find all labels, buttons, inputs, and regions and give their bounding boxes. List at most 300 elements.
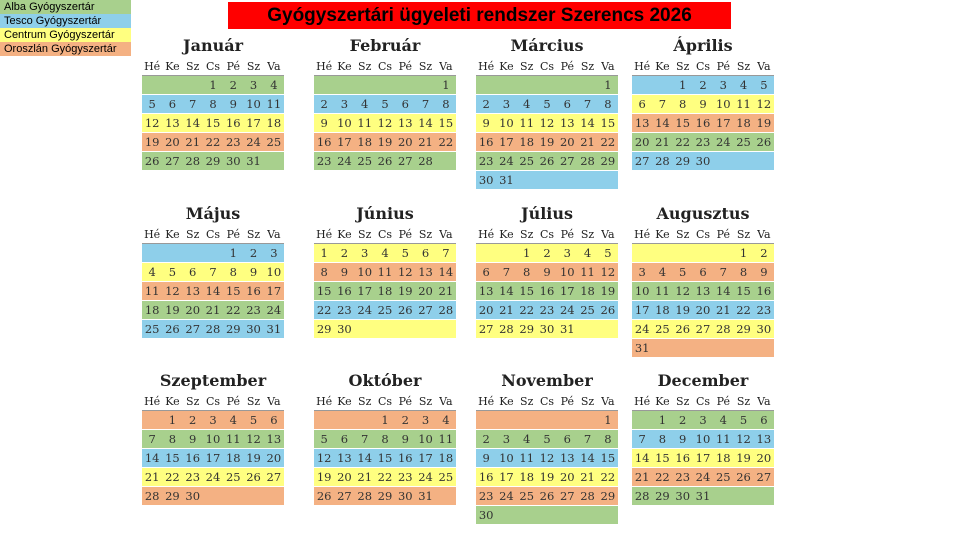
weekday-label: Hé xyxy=(478,395,495,408)
day-cell: 29 xyxy=(600,489,616,503)
weekday-label: Va xyxy=(267,60,281,73)
day-cell: 13 xyxy=(185,284,201,298)
weekday-label: Va xyxy=(757,228,771,241)
day-cell: 30 xyxy=(185,489,201,503)
day-cell: 16 xyxy=(478,135,494,149)
day-cell: 9 xyxy=(401,432,409,446)
month-block xyxy=(472,369,622,525)
week-row xyxy=(142,449,284,467)
day-cell: 4 xyxy=(229,413,237,427)
week-row xyxy=(632,152,774,170)
day-cell xyxy=(537,171,557,189)
day-cell xyxy=(355,320,375,338)
weekday-label: Va xyxy=(757,395,771,408)
day-cell: 12 xyxy=(316,451,332,465)
day-cell: 26 xyxy=(539,489,555,503)
day-cell: 9 xyxy=(249,265,258,279)
day-cell: 19 xyxy=(539,135,555,149)
day-cell: 21 xyxy=(144,470,160,484)
day-cell: 13 xyxy=(634,116,650,130)
day-cell: 22 xyxy=(205,135,221,149)
day-cell xyxy=(754,152,774,170)
weekday-label: Va xyxy=(601,228,615,241)
day-cell: 17 xyxy=(499,135,514,149)
day-cell: 27 xyxy=(266,470,282,484)
day-cell: 23 xyxy=(246,303,261,317)
day-cell xyxy=(162,244,182,262)
day-cell: 30 xyxy=(478,173,494,187)
day-cell: 13 xyxy=(478,284,494,298)
day-cell: 25 xyxy=(715,470,731,484)
day-cell: 1 xyxy=(523,246,531,260)
day-cell xyxy=(713,487,733,505)
day-cell xyxy=(264,152,284,170)
week-row xyxy=(632,76,774,94)
day-cell: 5 xyxy=(679,265,687,279)
day-cell xyxy=(314,411,334,429)
day-cell: 3 xyxy=(361,246,369,260)
day-cell: 7 xyxy=(421,97,430,111)
day-cell: 27 xyxy=(695,322,711,336)
day-cell: 1 xyxy=(168,413,177,427)
day-cell xyxy=(496,411,516,429)
day-cell: 3 xyxy=(719,78,727,92)
day-cell: 24 xyxy=(634,322,650,336)
day-cell: 11 xyxy=(715,432,731,446)
day-cell: 24 xyxy=(357,303,373,317)
day-cell: 16 xyxy=(225,116,241,130)
day-cell: 18 xyxy=(377,284,393,298)
day-cell: 8 xyxy=(381,432,389,446)
day-cell: 21 xyxy=(499,303,514,317)
day-cell: 25 xyxy=(225,470,241,484)
week-row xyxy=(476,244,618,262)
day-cell xyxy=(264,487,284,505)
day-cell: 19 xyxy=(165,303,180,317)
day-cell: 21 xyxy=(655,135,670,149)
day-cell: 21 xyxy=(357,470,373,484)
day-cell: 22 xyxy=(736,303,751,317)
day-cell xyxy=(652,76,672,94)
day-cell: 1 xyxy=(679,78,687,92)
day-cell: 19 xyxy=(316,470,332,484)
month-name: Augusztus xyxy=(656,204,750,223)
weekday-label: Sz xyxy=(358,228,372,241)
weekday-label: Sz xyxy=(358,60,372,73)
day-cell: 10 xyxy=(266,265,282,279)
week-row xyxy=(632,339,774,357)
weekday-label: Ke xyxy=(499,60,514,73)
day-cell: 30 xyxy=(675,489,691,503)
week-row xyxy=(476,449,618,467)
day-cell: 14 xyxy=(499,284,514,298)
weekday-label: Pé xyxy=(398,60,412,73)
month-name: Március xyxy=(510,36,584,55)
day-cell: 16 xyxy=(539,284,555,298)
day-cell: 29 xyxy=(377,489,393,503)
day-cell: 10 xyxy=(499,451,514,465)
day-cell: 2 xyxy=(189,413,197,427)
day-cell xyxy=(577,320,597,338)
weekday-label: Pé xyxy=(560,60,574,73)
day-cell: 5 xyxy=(168,265,177,279)
day-cell: 26 xyxy=(736,470,751,484)
day-cell: 6 xyxy=(482,265,490,279)
day-cell: 7 xyxy=(638,432,646,446)
day-cell: 7 xyxy=(502,265,511,279)
day-cell: 24 xyxy=(499,489,514,503)
month-block xyxy=(628,34,778,171)
day-cell: 17 xyxy=(634,303,650,317)
day-cell: 17 xyxy=(499,470,514,484)
day-cell: 10 xyxy=(715,97,731,111)
day-cell: 24 xyxy=(266,303,282,317)
weekday-label: Cs xyxy=(205,60,221,73)
weekday-label: Pé xyxy=(716,60,730,73)
day-cell: 12 xyxy=(675,284,691,298)
day-cell: 7 xyxy=(658,97,667,111)
day-cell: 11 xyxy=(655,284,670,298)
week-row xyxy=(476,282,618,300)
week-row xyxy=(142,244,284,262)
day-cell: 3 xyxy=(502,97,511,111)
week-row xyxy=(476,171,618,189)
day-cell: 18 xyxy=(266,116,282,130)
day-cell: 28 xyxy=(144,489,160,503)
day-cell xyxy=(436,320,456,338)
day-cell: 2 xyxy=(229,78,237,92)
day-cell: 12 xyxy=(736,432,751,446)
week-row xyxy=(142,468,284,486)
day-cell: 3 xyxy=(502,432,511,446)
day-cell: 4 xyxy=(719,413,727,427)
week-row xyxy=(142,411,284,429)
day-cell: 23 xyxy=(185,470,201,484)
day-cell: 31 xyxy=(695,489,711,503)
day-cell: 9 xyxy=(189,432,197,446)
day-cell: 28 xyxy=(357,489,373,503)
day-cell: 28 xyxy=(655,154,670,168)
day-cell: 10 xyxy=(337,116,352,130)
day-cell: 29 xyxy=(675,154,691,168)
week-row xyxy=(314,282,456,300)
day-cell: 21 xyxy=(205,303,221,317)
day-cell: 6 xyxy=(401,97,409,111)
day-cell: 27 xyxy=(185,322,201,336)
day-cell: 17 xyxy=(695,451,711,465)
day-cell: 24 xyxy=(715,135,731,149)
day-cell: 11 xyxy=(519,116,535,130)
day-cell: 26 xyxy=(756,135,772,149)
day-cell: 17 xyxy=(357,284,373,298)
weekday-label: Cs xyxy=(539,228,555,241)
day-cell xyxy=(476,411,496,429)
page-title: Gyógyszertári ügyeleti rendszer Szerencs 2026 xyxy=(228,2,731,29)
day-cell xyxy=(375,76,395,94)
weekday-label: Sz xyxy=(418,395,433,408)
day-cell: 4 xyxy=(148,265,156,279)
weekday-label: Sz xyxy=(246,395,261,408)
day-cell: 3 xyxy=(638,265,646,279)
week-row xyxy=(632,411,774,429)
day-cell xyxy=(517,171,537,189)
day-cell: 11 xyxy=(144,284,160,298)
day-cell: 12 xyxy=(756,97,772,111)
day-cell: 23 xyxy=(397,470,413,484)
day-cell: 2 xyxy=(699,78,707,92)
day-cell xyxy=(713,339,733,357)
day-cell xyxy=(693,244,713,262)
weekday-header xyxy=(142,393,284,411)
week-row xyxy=(314,301,456,319)
day-cell: 19 xyxy=(675,303,691,317)
day-cell: 13 xyxy=(266,432,282,446)
week-row xyxy=(142,76,284,94)
day-cell xyxy=(476,244,496,262)
week-row xyxy=(476,263,618,281)
day-cell: 16 xyxy=(397,451,413,465)
month-name: November xyxy=(501,371,593,390)
day-cell: 11 xyxy=(519,451,535,465)
week-row xyxy=(476,430,618,448)
weekday-label: Cs xyxy=(205,395,221,408)
day-cell: 16 xyxy=(185,451,201,465)
day-cell: 27 xyxy=(756,470,772,484)
day-cell: 27 xyxy=(165,154,180,168)
legend-item-alba: Alba Gyógyszertár xyxy=(0,0,131,14)
day-cell: 23 xyxy=(478,489,494,503)
day-cell: 13 xyxy=(337,451,352,465)
day-cell: 22 xyxy=(600,135,616,149)
weekday-label: Pé xyxy=(398,228,412,241)
day-cell: 26 xyxy=(377,154,393,168)
day-cell: 1 xyxy=(229,246,237,260)
day-cell: 28 xyxy=(185,154,201,168)
day-cell: 16 xyxy=(695,116,711,130)
week-row xyxy=(142,114,284,132)
month-block xyxy=(138,202,288,339)
day-cell: 30 xyxy=(695,154,711,168)
day-cell: 19 xyxy=(539,470,555,484)
day-cell: 15 xyxy=(675,116,691,130)
day-cell: 21 xyxy=(580,470,595,484)
day-cell: 26 xyxy=(675,322,691,336)
day-cell: 8 xyxy=(679,97,687,111)
weekday-label: Cs xyxy=(695,60,711,73)
day-cell: 25 xyxy=(144,322,160,336)
day-cell xyxy=(314,76,334,94)
weekday-label: Hé xyxy=(478,228,495,241)
weekday-label: Hé xyxy=(478,60,495,73)
day-cell: 12 xyxy=(377,116,393,130)
day-cell xyxy=(577,76,597,94)
day-cell: 4 xyxy=(270,78,278,92)
weekday-label: Hé xyxy=(634,395,651,408)
day-cell: 25 xyxy=(357,154,373,168)
weekday-label: Cs xyxy=(695,395,711,408)
month-block xyxy=(310,202,460,339)
day-cell: 19 xyxy=(756,116,772,130)
day-cell xyxy=(693,339,713,357)
day-cell: 14 xyxy=(357,451,373,465)
day-cell: 1 xyxy=(442,78,450,92)
week-row xyxy=(142,320,284,338)
day-cell: 27 xyxy=(418,303,433,317)
week-row xyxy=(314,114,456,132)
day-cell xyxy=(673,244,693,262)
day-cell: 10 xyxy=(559,265,575,279)
weekday-label: Va xyxy=(267,395,281,408)
day-cell: 10 xyxy=(357,265,373,279)
weekday-label: Pé xyxy=(398,395,412,408)
day-cell: 22 xyxy=(165,470,180,484)
day-cell: 15 xyxy=(600,451,616,465)
week-row xyxy=(314,152,456,170)
day-cell: 31 xyxy=(559,322,575,336)
day-cell: 19 xyxy=(144,135,160,149)
day-cell: 25 xyxy=(655,322,670,336)
day-cell: 28 xyxy=(499,322,514,336)
day-cell: 14 xyxy=(580,451,595,465)
day-cell xyxy=(243,487,263,505)
day-cell: 25 xyxy=(266,135,282,149)
day-cell xyxy=(436,152,456,170)
day-cell: 28 xyxy=(715,322,731,336)
weekday-label: Sz xyxy=(246,60,261,73)
day-cell: 23 xyxy=(695,135,711,149)
weekday-label: Ke xyxy=(165,228,180,241)
day-cell: 15 xyxy=(205,116,221,130)
weekday-header xyxy=(142,58,284,76)
day-cell: 29 xyxy=(225,322,241,336)
day-cell: 12 xyxy=(246,432,261,446)
day-cell: 13 xyxy=(695,284,711,298)
day-cell: 19 xyxy=(397,284,413,298)
month-name: Október xyxy=(348,371,422,390)
day-cell: 8 xyxy=(739,265,748,279)
week-row xyxy=(142,301,284,319)
day-cell: 24 xyxy=(418,470,433,484)
week-row xyxy=(142,282,284,300)
day-cell: 12 xyxy=(397,265,413,279)
day-cell: 14 xyxy=(144,451,160,465)
day-cell: 21 xyxy=(580,135,595,149)
week-row xyxy=(632,114,774,132)
day-cell xyxy=(713,152,733,170)
day-cell xyxy=(632,76,652,94)
day-cell: 8 xyxy=(320,265,328,279)
day-cell: 25 xyxy=(519,489,535,503)
week-row xyxy=(632,320,774,338)
weekday-label: Sz xyxy=(246,228,261,241)
day-cell: 3 xyxy=(421,413,430,427)
day-cell: 20 xyxy=(397,135,413,149)
day-cell: 26 xyxy=(165,322,180,336)
day-cell: 31 xyxy=(499,173,514,187)
day-cell xyxy=(673,339,693,357)
day-cell: 21 xyxy=(185,135,201,149)
day-cell: 23 xyxy=(539,303,555,317)
weekday-label: Sz xyxy=(580,395,595,408)
weekday-label: Sz xyxy=(520,395,534,408)
day-cell: 28 xyxy=(580,154,595,168)
day-cell: 7 xyxy=(442,246,450,260)
day-cell: 23 xyxy=(225,135,241,149)
month-block xyxy=(472,202,622,339)
day-cell: 15 xyxy=(736,284,751,298)
day-cell xyxy=(355,411,375,429)
day-cell: 14 xyxy=(418,116,433,130)
weekday-label: Pé xyxy=(226,395,240,408)
week-row xyxy=(314,468,456,486)
month-name: Május xyxy=(185,204,241,223)
month-block xyxy=(310,34,460,171)
week-row xyxy=(476,152,618,170)
day-cell: 1 xyxy=(604,78,612,92)
day-cell: 18 xyxy=(655,303,670,317)
day-cell: 17 xyxy=(246,116,261,130)
month-name: Július xyxy=(521,204,573,223)
day-cell: 27 xyxy=(559,154,575,168)
weekday-header xyxy=(632,58,774,76)
weekday-label: Va xyxy=(439,395,453,408)
month-block xyxy=(138,369,288,506)
day-cell: 29 xyxy=(519,322,535,336)
day-cell xyxy=(203,487,223,505)
week-row xyxy=(142,133,284,151)
day-cell xyxy=(375,320,395,338)
day-cell: 14 xyxy=(634,451,650,465)
weekday-header xyxy=(632,226,774,244)
day-cell: 6 xyxy=(699,265,707,279)
weekday-label: Hé xyxy=(634,60,651,73)
day-cell: 1 xyxy=(604,413,612,427)
day-cell: 6 xyxy=(638,97,646,111)
day-cell: 25 xyxy=(438,470,454,484)
day-cell: 15 xyxy=(377,451,393,465)
day-cell: 2 xyxy=(340,246,349,260)
day-cell: 6 xyxy=(760,413,768,427)
weekday-label: Sz xyxy=(676,395,690,408)
month-name: December xyxy=(657,371,749,390)
day-cell: 18 xyxy=(519,135,535,149)
day-cell: 24 xyxy=(695,470,711,484)
day-cell: 7 xyxy=(583,97,592,111)
day-cell xyxy=(415,320,435,338)
day-cell: 9 xyxy=(543,265,551,279)
week-row xyxy=(476,301,618,319)
day-cell: 13 xyxy=(559,451,575,465)
week-row xyxy=(632,95,774,113)
day-cell: 21 xyxy=(418,135,433,149)
month-block xyxy=(310,369,460,506)
week-row xyxy=(314,487,456,505)
day-cell: 31 xyxy=(246,154,261,168)
weekday-label: Sz xyxy=(418,60,433,73)
weekday-label: Va xyxy=(267,228,281,241)
day-cell: 10 xyxy=(695,432,711,446)
day-cell: 27 xyxy=(337,489,352,503)
day-cell: 18 xyxy=(357,135,373,149)
weekday-label: Sz xyxy=(580,228,595,241)
day-cell: 24 xyxy=(205,470,221,484)
weekday-header xyxy=(142,226,284,244)
weekday-label: Ke xyxy=(655,395,670,408)
weekday-label: Pé xyxy=(560,228,574,241)
day-cell: 8 xyxy=(209,97,217,111)
day-cell: 9 xyxy=(229,97,237,111)
day-cell: 16 xyxy=(337,284,352,298)
